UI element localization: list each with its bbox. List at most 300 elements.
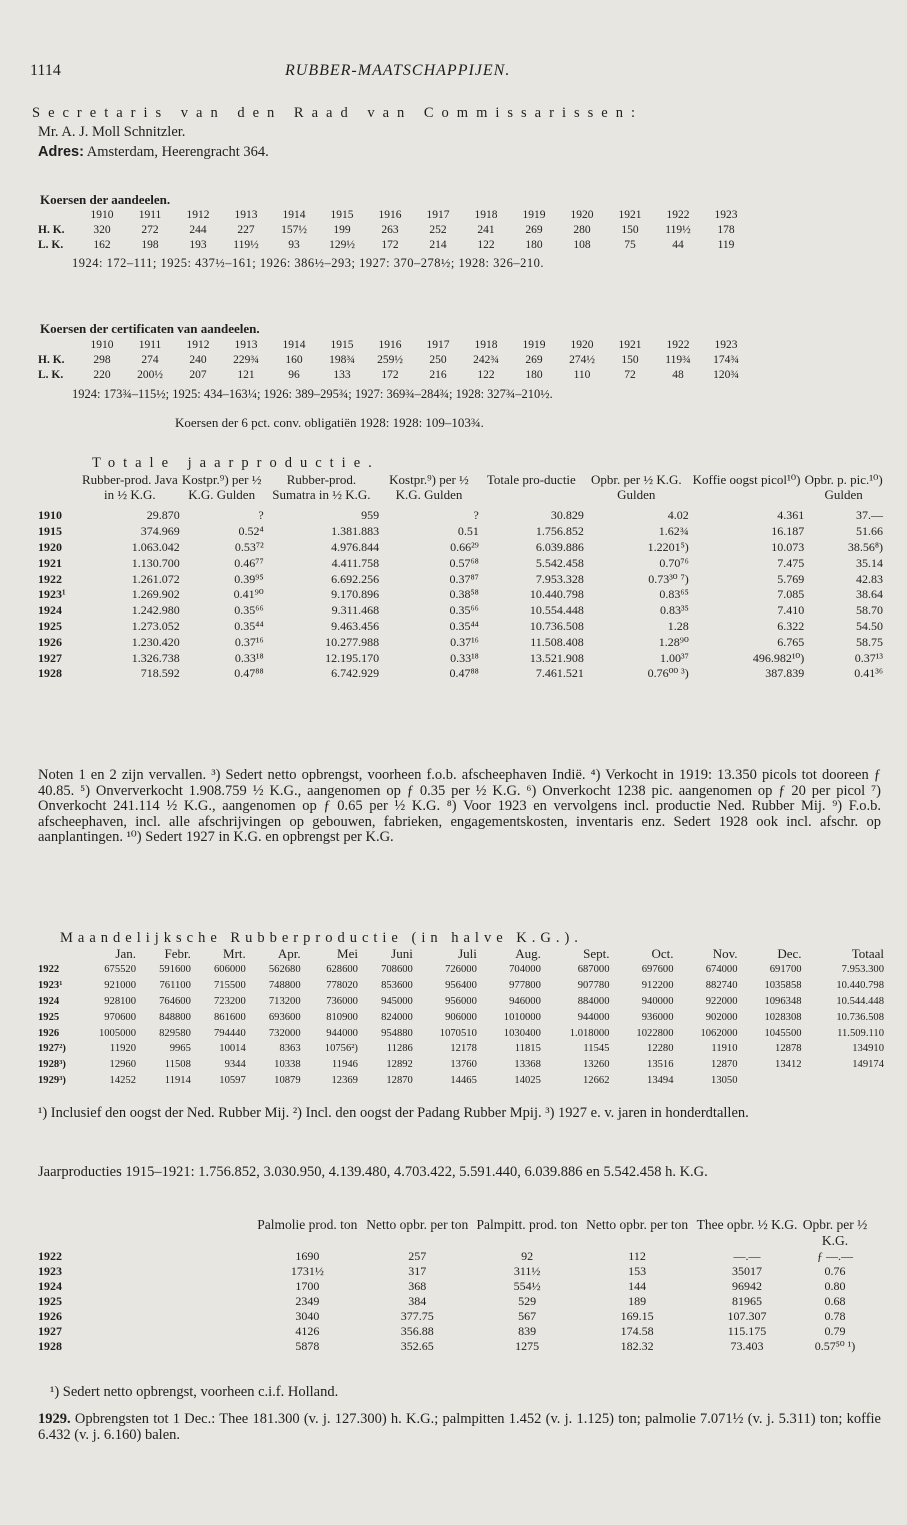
- value-cell: 150: [621, 353, 639, 366]
- value-cell: 172: [381, 368, 399, 381]
- value-cell: 51.66: [856, 524, 883, 539]
- value-cell: 75: [624, 238, 636, 251]
- koersen-aandeelen-note: 1924: 172–111; 1925: 437½–161; 1926: 386½–293; 1927: 370–278½; 1928: 326–210.: [72, 256, 544, 270]
- value-cell: 674000: [705, 964, 738, 976]
- value-cell: 704000: [509, 964, 541, 976]
- value-cell: 0.66²⁹: [450, 539, 479, 554]
- value-cell: 3040: [295, 1309, 320, 1323]
- value-cell: 922000: [705, 995, 738, 1007]
- value-cell: 150: [621, 223, 639, 236]
- value-cell: 10879: [274, 1074, 301, 1086]
- year-cell: 1921: [618, 338, 642, 351]
- value-cell: 956400: [445, 980, 477, 992]
- value-cell: 1275: [515, 1339, 540, 1353]
- column-header: Netto opbr. per ton: [366, 1217, 469, 1232]
- year-cell: 1926: [38, 1027, 60, 1039]
- year-cell: 1913: [234, 208, 258, 221]
- year-cell: 1927²): [38, 1043, 66, 1055]
- value-cell: 44: [672, 238, 684, 251]
- value-cell: 9.170.896: [331, 587, 380, 602]
- year-cell: 1910: [90, 338, 114, 351]
- value-cell: 368: [408, 1279, 427, 1293]
- month-header-row: [38, 946, 884, 962]
- jaarproductie-notes: Noten 1 en 2 zijn vervallen. ³) Sedert netto opbrengst, voorheen f.o.b. afscheephaven Indië. ⁴) Verkocht in 1919: 13.350 picols tot dooreen ƒ 40.85. ⁵) Onververkocht 1.908.759 ½ K.G., aangenomen op ƒ 0.35 per ½ K.G. ⁶) Onverkocht 1238 pic. aangenomen op ƒ 20 per picol ⁷) Onverkocht 241.114 ½ K.G., aangenomen op ƒ 0.65 per ½ K.G. ⁸) Voor 1923 en vervolgens incl. productie Ned. Rubber Mij. ⁹) F.o.b. afscheephaven, incl. alle afschrijvingen op gebouwen, fabrieken, engagementskosten, inventaris enz. Sedert 1928 ook incl. afschr. op aanplantingen. ¹⁰) Sedert 1927 in K.G. en opbrengst per K.G.: [38, 767, 881, 845]
- value-cell: 921000: [104, 980, 137, 992]
- value-cell: 861600: [213, 1011, 246, 1023]
- value-cell: 199: [333, 223, 351, 236]
- value-cell: 0.51: [457, 524, 479, 539]
- value-cell: 748800: [268, 980, 301, 992]
- table-row: [38, 603, 883, 619]
- koersen-certificaten-title: Koersen der certificaten van aandeelen.: [40, 321, 260, 336]
- value-cell: 48: [672, 368, 684, 381]
- column-header: Thee opbr. ½ K.G.: [696, 1217, 798, 1232]
- table-row: [38, 1041, 884, 1057]
- month-cell: Aug.: [515, 946, 541, 961]
- value-cell: 945000: [381, 995, 413, 1007]
- value-cell: 250: [429, 353, 447, 366]
- column-header: Koffie oogst picol¹⁰): [692, 472, 801, 487]
- value-cell: 133: [333, 368, 351, 381]
- value-cell: 944000: [326, 1027, 358, 1039]
- value-cell: 882740: [705, 980, 738, 992]
- value-cell: 1690: [295, 1249, 320, 1263]
- table-row: [38, 634, 883, 650]
- value-cell: 708600: [381, 964, 413, 976]
- value-cell: 241: [477, 223, 495, 236]
- value-cell: 764600: [159, 995, 191, 1007]
- value-cell: 352.65: [400, 1339, 434, 1353]
- value-cell: 0.35⁴⁴: [449, 618, 479, 633]
- year-cell: 1913: [234, 338, 258, 351]
- value-cell: 1.018000: [569, 1027, 610, 1039]
- column-header: Kostpr.⁹) per ½ K.G. Gulden: [389, 472, 469, 502]
- value-cell: 6.765: [777, 634, 805, 649]
- year-cell: 1916: [378, 338, 402, 351]
- value-cell: 29.870: [146, 508, 180, 523]
- year-header-row: [38, 207, 750, 222]
- corner-cell: [38, 946, 72, 962]
- value-cell: 73.403: [730, 1339, 764, 1353]
- corner-cell: [38, 207, 78, 222]
- value-cell: 0.73³⁰ ⁷): [648, 571, 689, 586]
- table-row: [38, 962, 884, 978]
- value-cell: 1.756.852: [535, 524, 584, 539]
- table-row: [38, 540, 883, 556]
- footer-1929-text: Opbrengsten tot 1 Dec.: Thee 181.300 (v. j. 127.300) h. K.G.; palmpitten 1.452 (v. j. 1.125) ton; palmolie 7.071½ (v. j. 5.311) ton; koffie 6.432 (v. j. 6.160) balen.: [38, 1411, 881, 1443]
- value-cell: 723200: [213, 995, 246, 1007]
- value-cell: 0.80: [824, 1279, 846, 1293]
- value-cell: 1.62¾: [658, 524, 689, 539]
- value-cell: 9344: [224, 1059, 246, 1071]
- value-cell: 0.76: [824, 1264, 846, 1278]
- table-row: [38, 1294, 868, 1309]
- value-cell: 93: [288, 238, 300, 251]
- value-cell: 9.463.456: [331, 618, 380, 633]
- value-cell: 1035858: [764, 980, 802, 992]
- value-cell: 687000: [577, 964, 610, 976]
- column-header: Opbr. p. pic.¹⁰) Gulden: [804, 472, 883, 502]
- value-cell: 0.33¹⁸: [234, 650, 264, 665]
- table-row: [38, 1009, 884, 1025]
- value-cell: 10014: [219, 1043, 246, 1055]
- value-cell: 38.56⁸): [847, 539, 883, 554]
- value-cell: 606000: [213, 964, 246, 976]
- value-cell: 944000: [577, 1011, 610, 1023]
- value-cell: 0.41⁹⁰: [233, 587, 264, 602]
- value-cell: 10756²): [324, 1043, 358, 1055]
- value-cell: ?: [258, 508, 264, 523]
- value-cell: 216: [429, 368, 447, 381]
- value-cell: 906000: [445, 1011, 477, 1023]
- value-cell: 153: [628, 1264, 647, 1278]
- value-cell: 35017: [732, 1264, 762, 1278]
- value-cell: 11.508.408: [530, 634, 584, 649]
- month-cell: Mei: [337, 946, 358, 961]
- value-cell: 122: [477, 238, 495, 251]
- value-cell: 954880: [381, 1027, 413, 1039]
- value-cell: 11815: [514, 1043, 541, 1055]
- table-row: [38, 1324, 868, 1339]
- value-cell: 7.953.300: [841, 964, 884, 976]
- value-cell: 0.52⁴: [238, 524, 264, 539]
- value-cell: 115.175: [727, 1324, 767, 1338]
- value-cell: 11914: [164, 1074, 191, 1086]
- value-cell: 374.969: [140, 524, 180, 539]
- value-cell: 1.326.738: [131, 650, 180, 665]
- value-cell: 959: [361, 508, 380, 523]
- value-cell: 0.39⁹⁵: [234, 571, 264, 586]
- koersen-aandeelen-title: Koersen der aandeelen.: [40, 192, 171, 207]
- value-cell: 269: [525, 353, 543, 366]
- value-cell: 37.—: [856, 508, 883, 523]
- value-cell: 356.88: [400, 1324, 434, 1338]
- koersen-certificaten-table: [38, 337, 750, 382]
- value-cell: 1.242.980: [131, 603, 180, 618]
- value-cell: 311½: [513, 1264, 541, 1278]
- value-cell: 853600: [381, 980, 413, 992]
- value-cell: 1070510: [439, 1027, 477, 1039]
- row-label: H. K.: [38, 353, 65, 366]
- value-cell: 0.37¹³: [854, 650, 883, 665]
- value-cell: 252: [429, 223, 447, 236]
- value-cell: 11910: [711, 1043, 738, 1055]
- value-cell: 9965: [169, 1043, 191, 1055]
- value-cell: 10.073: [771, 539, 805, 554]
- value-cell: 10.440.798: [836, 980, 884, 992]
- value-cell: 207: [189, 368, 207, 381]
- value-cell: 0.47⁸⁸: [234, 666, 264, 681]
- table-row: [38, 1309, 868, 1324]
- value-cell: 761100: [159, 980, 191, 992]
- year-cell: 1914: [282, 338, 306, 351]
- month-cell: Sept.: [583, 946, 610, 961]
- value-cell: —.—: [733, 1249, 761, 1263]
- adres-label: Adres:: [38, 144, 84, 160]
- value-cell: 14465: [450, 1074, 477, 1086]
- value-cell: 1045500: [764, 1027, 802, 1039]
- value-cell: 1010000: [503, 1011, 541, 1023]
- year-cell: 1924: [38, 1279, 62, 1293]
- value-cell: 0.37⁸⁷: [449, 571, 479, 586]
- year-cell: 1922: [666, 338, 690, 351]
- year-cell: 1912: [186, 208, 210, 221]
- value-cell: 1005000: [98, 1027, 137, 1039]
- obligatien-note: Koersen der 6 pct. conv. obligatiën 1928: 1928: 109–103¾.: [175, 415, 484, 430]
- value-cell: 169.15: [620, 1309, 654, 1323]
- year-cell: 1928: [38, 1339, 62, 1353]
- value-cell: 12.195.170: [325, 650, 380, 665]
- value-cell: 180: [525, 238, 543, 251]
- value-cell: 1022800: [636, 1027, 674, 1039]
- value-cell: 129½: [329, 238, 355, 251]
- value-cell: 567: [518, 1309, 537, 1323]
- value-cell: 35.14: [856, 555, 883, 570]
- value-cell: 726000: [445, 964, 477, 976]
- maandelijks-table: [38, 946, 884, 1088]
- value-cell: 96: [288, 368, 300, 381]
- value-cell: 14025: [514, 1074, 541, 1086]
- value-cell: 0.78: [824, 1309, 846, 1323]
- value-cell: 13516: [647, 1059, 674, 1071]
- year-cell: 1911: [138, 208, 162, 221]
- value-cell: 7.085: [777, 587, 805, 602]
- value-cell: 4.361: [777, 508, 805, 523]
- value-cell: 200½: [137, 368, 163, 381]
- month-cell: Totaal: [851, 946, 884, 961]
- footer-1929: [38, 1412, 881, 1443]
- year-cell: 1925: [38, 1011, 60, 1023]
- value-cell: 229¾: [233, 353, 259, 366]
- value-cell: 144: [628, 1279, 647, 1293]
- value-cell: 119: [717, 238, 735, 251]
- value-cell: 1.381.883: [331, 524, 380, 539]
- value-cell: 92: [521, 1249, 534, 1263]
- value-cell: 12960: [109, 1059, 137, 1071]
- table-row: [38, 1057, 884, 1073]
- value-cell: 160: [285, 353, 303, 366]
- value-cell: 30.829: [550, 508, 584, 523]
- value-cell: 810900: [326, 1011, 358, 1023]
- value-cell: 956000: [445, 995, 477, 1007]
- value-cell: 907780: [577, 980, 610, 992]
- value-cell: ƒ —.—: [816, 1249, 853, 1263]
- value-cell: 4.976.844: [331, 539, 380, 554]
- year-cell: 1923: [714, 208, 738, 221]
- value-cell: 0.47⁸⁸: [449, 666, 479, 681]
- year-cell: 1923¹: [38, 587, 66, 602]
- value-cell: 54.50: [856, 618, 883, 633]
- value-cell: 736000: [326, 995, 358, 1007]
- month-cell: Jan.: [115, 946, 137, 961]
- value-cell: 12892: [386, 1059, 413, 1071]
- value-cell: 2349: [295, 1294, 320, 1308]
- value-cell: 732000: [268, 1027, 301, 1039]
- jaarproducties-line: Jaarproducties 1915–1921: 1.756.852, 3.030.950, 4.139.480, 4.703.422, 5.591.440, 6.039.886 en 5.542.458 h. K.G.: [38, 1164, 708, 1180]
- value-cell: 280: [573, 223, 591, 236]
- value-cell: 12662: [583, 1074, 610, 1086]
- value-cell: 119½: [665, 223, 691, 236]
- value-cell: 16.187: [771, 524, 805, 539]
- year-cell: 1923¹: [38, 980, 63, 992]
- month-cell: Juli: [458, 946, 477, 961]
- year-cell: 1926: [38, 634, 62, 649]
- table-row: [38, 1073, 884, 1089]
- value-cell: 824000: [381, 1011, 413, 1023]
- table-row: [38, 587, 883, 603]
- maandelijks-title: Maandelijksche Rubberproductie (in halve K.G.).: [60, 930, 583, 946]
- value-cell: 1.273.052: [131, 618, 180, 633]
- column-header: Kostpr.⁹) per ½ K.G. Gulden: [181, 472, 262, 502]
- month-cell: Juni: [391, 946, 413, 961]
- year-cell: 1926: [38, 1309, 62, 1323]
- value-cell: 1062000: [700, 1027, 738, 1039]
- corner-cell: [38, 472, 80, 508]
- value-cell: 0.68: [824, 1294, 846, 1308]
- month-cell: Apr.: [277, 946, 301, 961]
- value-cell: 5.542.458: [535, 555, 584, 570]
- year-cell: 1928: [38, 666, 62, 681]
- value-cell: 1.28⁹⁰: [658, 634, 689, 649]
- value-cell: 58.75: [856, 634, 883, 649]
- value-cell: 242¾: [473, 353, 499, 366]
- value-cell: 1700: [295, 1279, 320, 1293]
- year-cell: 1922: [38, 964, 60, 976]
- value-cell: 12280: [647, 1043, 674, 1055]
- value-cell: 1030400: [503, 1027, 541, 1039]
- value-cell: 120¾: [713, 368, 739, 381]
- value-cell: 119¾: [665, 353, 691, 366]
- value-cell: 272: [141, 223, 159, 236]
- year-cell: 1925: [38, 618, 62, 633]
- value-cell: 9.311.468: [331, 603, 380, 618]
- year-cell: 1910: [38, 508, 62, 523]
- month-cell: Mrt.: [223, 946, 246, 961]
- value-cell: 5878: [295, 1339, 320, 1353]
- value-cell: 38.64: [856, 587, 883, 602]
- value-cell: 1.261.072: [131, 571, 180, 586]
- value-cell: 220: [93, 368, 111, 381]
- value-cell: 214: [429, 238, 447, 251]
- value-cell: 0.33¹⁸: [450, 650, 479, 665]
- year-cell: 1919: [522, 208, 546, 221]
- value-cell: 6.742.929: [331, 666, 380, 681]
- year-cell: 1919: [522, 338, 546, 351]
- value-cell: 7.475: [777, 555, 805, 570]
- value-cell: 384: [408, 1294, 427, 1308]
- value-cell: ?: [473, 508, 479, 523]
- value-cell: 96942: [732, 1279, 762, 1293]
- value-cell: 13368: [514, 1059, 541, 1071]
- value-cell: 14252: [109, 1074, 137, 1086]
- value-cell: 320: [93, 223, 111, 236]
- value-cell: 259½: [377, 353, 403, 366]
- value-cell: 11545: [583, 1043, 610, 1055]
- palmolie-table: [38, 1217, 868, 1354]
- value-cell: 715500: [213, 980, 246, 992]
- value-cell: 298: [93, 353, 111, 366]
- table-row: [38, 1279, 868, 1294]
- year-cell: 1927: [38, 1324, 62, 1338]
- value-cell: 628600: [326, 964, 358, 976]
- koersen-certificaten-note: 1924: 173¾–115½; 1925: 434–163¼; 1926: 389–295¾; 1927: 369¾–284¾; 1928: 327¾–210½.: [72, 387, 553, 401]
- adres-value: Amsterdam, Heerengracht 364.: [86, 144, 269, 160]
- value-cell: 108: [573, 238, 591, 251]
- value-cell: 4.411.758: [331, 555, 380, 570]
- year-cell: 1912: [186, 338, 210, 351]
- year-cell: 1916: [378, 208, 402, 221]
- table-row: [38, 1249, 868, 1264]
- value-cell: 11286: [386, 1043, 413, 1055]
- year-cell: 1920: [570, 208, 594, 221]
- year-cell: 1921: [38, 555, 62, 570]
- year-cell: 1928³): [38, 1059, 66, 1071]
- jaarproductie-table: [38, 472, 883, 682]
- value-cell: 122: [477, 368, 495, 381]
- value-cell: 697600: [641, 964, 674, 976]
- value-cell: 591600: [159, 964, 191, 976]
- value-cell: 11508: [164, 1059, 191, 1071]
- year-cell: 1929³): [38, 1074, 66, 1086]
- value-cell: 240: [189, 353, 207, 366]
- value-cell: 0.38⁵⁸: [449, 587, 479, 602]
- value-cell: 496.982¹⁰): [752, 650, 805, 665]
- corner-cell: [38, 1217, 252, 1249]
- value-cell: [802, 1073, 884, 1089]
- value-cell: 0.41³⁶: [854, 666, 883, 681]
- value-cell: 58.70: [856, 603, 883, 618]
- value-cell: 693600: [268, 1011, 301, 1023]
- table-row: [38, 571, 883, 587]
- year-cell: 1911: [138, 338, 162, 351]
- value-cell: 162: [93, 238, 111, 251]
- value-cell: 11.509.110: [837, 1027, 884, 1039]
- value-cell: 6.039.886: [535, 539, 584, 554]
- value-cell: 387.839: [765, 666, 805, 681]
- table-row: [38, 1339, 868, 1354]
- value-cell: 189: [628, 1294, 647, 1308]
- value-cell: 12178: [450, 1043, 477, 1055]
- value-cell: 970600: [104, 1011, 137, 1023]
- year-cell: 1920: [570, 338, 594, 351]
- value-cell: 0.35⁶⁶: [449, 603, 479, 618]
- value-cell: 180: [525, 368, 543, 381]
- value-cell: 946000: [509, 995, 541, 1007]
- column-header: Rubber-prod. Sumatra in ½ K.G.: [272, 472, 371, 502]
- value-cell: 4.02: [667, 508, 689, 523]
- value-cell: 263: [381, 223, 399, 236]
- table-row: [38, 352, 750, 367]
- value-cell: 10.277.988: [325, 634, 380, 649]
- column-header: Totale pro-ductie: [486, 472, 576, 487]
- value-cell: 0.79: [824, 1324, 846, 1338]
- year-cell: 1922: [38, 1249, 62, 1263]
- year-cell: 1915: [330, 338, 354, 351]
- value-cell: 12870: [711, 1059, 738, 1071]
- koersen-aandeelen-table: [38, 207, 750, 252]
- value-cell: 198: [141, 238, 159, 251]
- value-cell: 10.544.448: [836, 995, 884, 1007]
- value-cell: 274: [141, 353, 159, 366]
- month-cell: Oct.: [651, 946, 674, 961]
- value-cell: 554½: [513, 1279, 541, 1293]
- value-cell: 10.554.448: [529, 603, 584, 618]
- table-row: [38, 1264, 868, 1279]
- year-cell: 1923: [38, 1264, 62, 1278]
- year-cell: 1922: [666, 208, 690, 221]
- value-cell: 13494: [647, 1074, 674, 1086]
- value-cell: 7.410: [777, 603, 805, 618]
